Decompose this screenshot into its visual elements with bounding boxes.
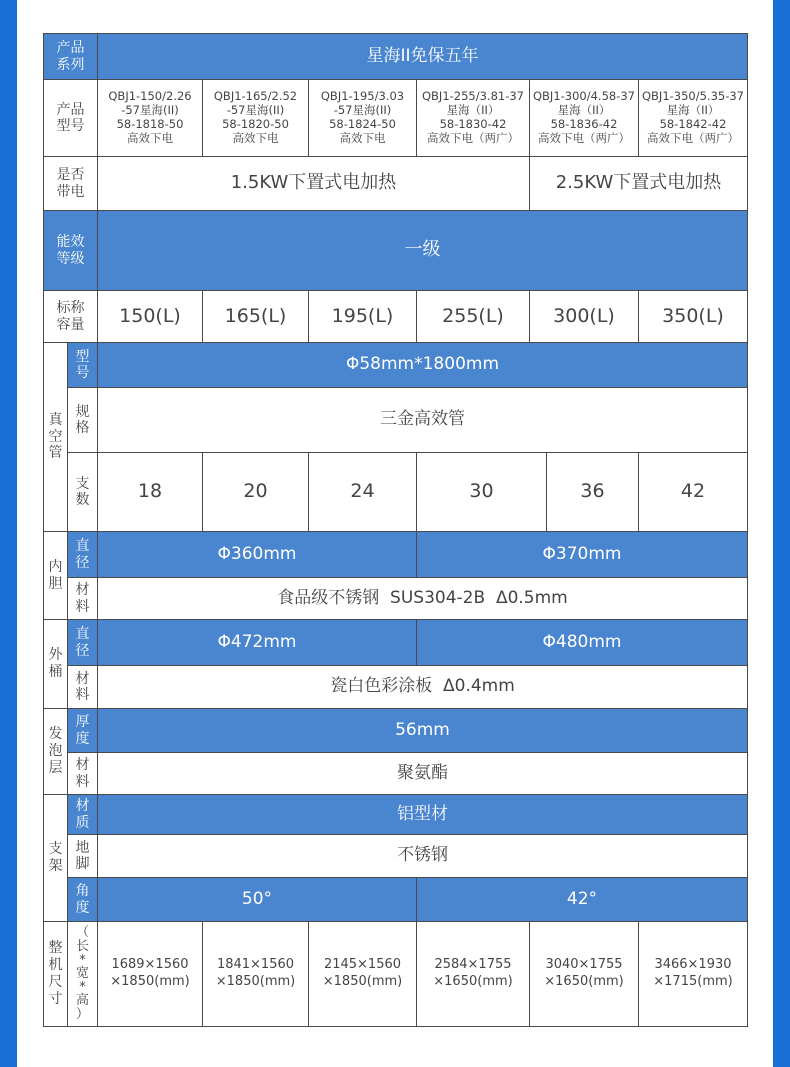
capacity-cell: 255(L) xyxy=(417,291,530,343)
label-capacity: 标称 容量 xyxy=(44,291,98,343)
label-foam-thickness: 厚 度 xyxy=(68,709,98,753)
outer-diameter-large: Φ480mm xyxy=(417,620,748,666)
tube-model-value: Φ58mm*1800mm xyxy=(98,343,748,388)
model-cell: QBJ1-300/4.58-37 星海（II） 58-1836-42 高效下电（两广） xyxy=(530,80,639,157)
tube-count-cell: 24 xyxy=(309,453,417,532)
bracket-angle-large: 42° xyxy=(417,878,748,922)
inner-diameter-small: Φ360mm xyxy=(98,532,417,578)
label-bracket-angle: 角 度 xyxy=(68,878,98,922)
capacity-cell: 195(L) xyxy=(309,291,417,343)
label-inner-diameter: 直 径 xyxy=(68,532,98,578)
tube-count-cell: 42 xyxy=(639,453,748,532)
label-series: 产品 系列 xyxy=(44,34,98,80)
group-outer-tank: 外 桶 xyxy=(44,620,68,709)
label-efficiency: 能效 等级 xyxy=(44,211,98,291)
efficiency-value: 一级 xyxy=(98,211,748,291)
group-vacuum-tube: 真 空 管 xyxy=(44,343,68,532)
group-bracket: 支 架 xyxy=(44,795,68,922)
tube-count-cell: 30 xyxy=(417,453,547,532)
inner-material-value: 食品级不锈钢 SUS304-2B Δ0.5mm xyxy=(98,578,748,620)
capacity-cell: 165(L) xyxy=(203,291,309,343)
foam-thickness-value: 56mm xyxy=(98,709,748,753)
series-title: 星海II免保五年 xyxy=(98,34,748,80)
label-outer-material: 材 料 xyxy=(68,666,98,709)
model-cell: QBJ1-150/2.26 -57星海(II) 58-1818-50 高效下电 xyxy=(98,80,203,157)
dimension-cell: 2584×1755 ×1650(mm) xyxy=(417,922,530,1027)
label-model: 产品 型号 xyxy=(44,80,98,157)
group-dimensions: 整 机 尺 寸 xyxy=(44,922,68,1027)
label-outer-diameter: 直 径 xyxy=(68,620,98,666)
label-tube-count: 支 数 xyxy=(68,453,98,532)
tube-count-cell: 20 xyxy=(203,453,309,532)
label-foam-material: 材 料 xyxy=(68,753,98,795)
inner-diameter-large: Φ370mm xyxy=(417,532,748,578)
dimension-cell: 1689×1560 ×1850(mm) xyxy=(98,922,203,1027)
heating-small: 1.5KW下置式电加热 xyxy=(98,157,530,211)
dimension-cell: 2145×1560 ×1850(mm) xyxy=(309,922,417,1027)
tube-spec-value: 三金高效管 xyxy=(98,388,748,453)
model-cell: QBJ1-195/3.03 -57星海(II) 58-1824-50 高效下电 xyxy=(309,80,417,157)
group-inner-tank: 内 胆 xyxy=(44,532,68,620)
tube-count-cell: 36 xyxy=(547,453,639,532)
bracket-angle-small: 50° xyxy=(98,878,417,922)
label-bracket-feet: 地 脚 xyxy=(68,835,98,878)
dimension-cell: 1841×1560 ×1850(mm) xyxy=(203,922,309,1027)
heating-large: 2.5KW下置式电加热 xyxy=(530,157,748,211)
label-inner-material: 材 料 xyxy=(68,578,98,620)
bracket-material-value: 铝型材 xyxy=(98,795,748,835)
model-cell: QBJ1-165/2.52 -57星海(II) 58-1820-50 高效下电 xyxy=(203,80,309,157)
bracket-feet-value: 不锈钢 xyxy=(98,835,748,878)
outer-material-value: 瓷白色彩涂板 Δ0.4mm xyxy=(98,666,748,709)
model-cell: QBJ1-350/5.35-37 星海（II） 58-1842-42 高效下电（两广） xyxy=(639,80,748,157)
label-heating: 是否 带电 xyxy=(44,157,98,211)
label-tube-model: 型 号 xyxy=(68,343,98,388)
outer-diameter-small: Φ472mm xyxy=(98,620,417,666)
group-foam: 发 泡 层 xyxy=(44,709,68,795)
dimensions-sublabel: （ 长 * 宽 * 高 ） xyxy=(68,922,98,1027)
foam-material-value: 聚氨酯 xyxy=(98,753,748,795)
model-cell: QBJ1-255/3.81-37 星海（II） 58-1830-42 高效下电（两广） xyxy=(417,80,530,157)
capacity-cell: 150(L) xyxy=(98,291,203,343)
dimension-cell: 3466×1930 ×1715(mm) xyxy=(639,922,748,1027)
capacity-cell: 350(L) xyxy=(639,291,748,343)
capacity-cell: 300(L) xyxy=(530,291,639,343)
label-bracket-material: 材 质 xyxy=(68,795,98,835)
tube-count-cell: 18 xyxy=(98,453,203,532)
dimension-cell: 3040×1755 ×1650(mm) xyxy=(530,922,639,1027)
label-tube-spec: 规 格 xyxy=(68,388,98,453)
